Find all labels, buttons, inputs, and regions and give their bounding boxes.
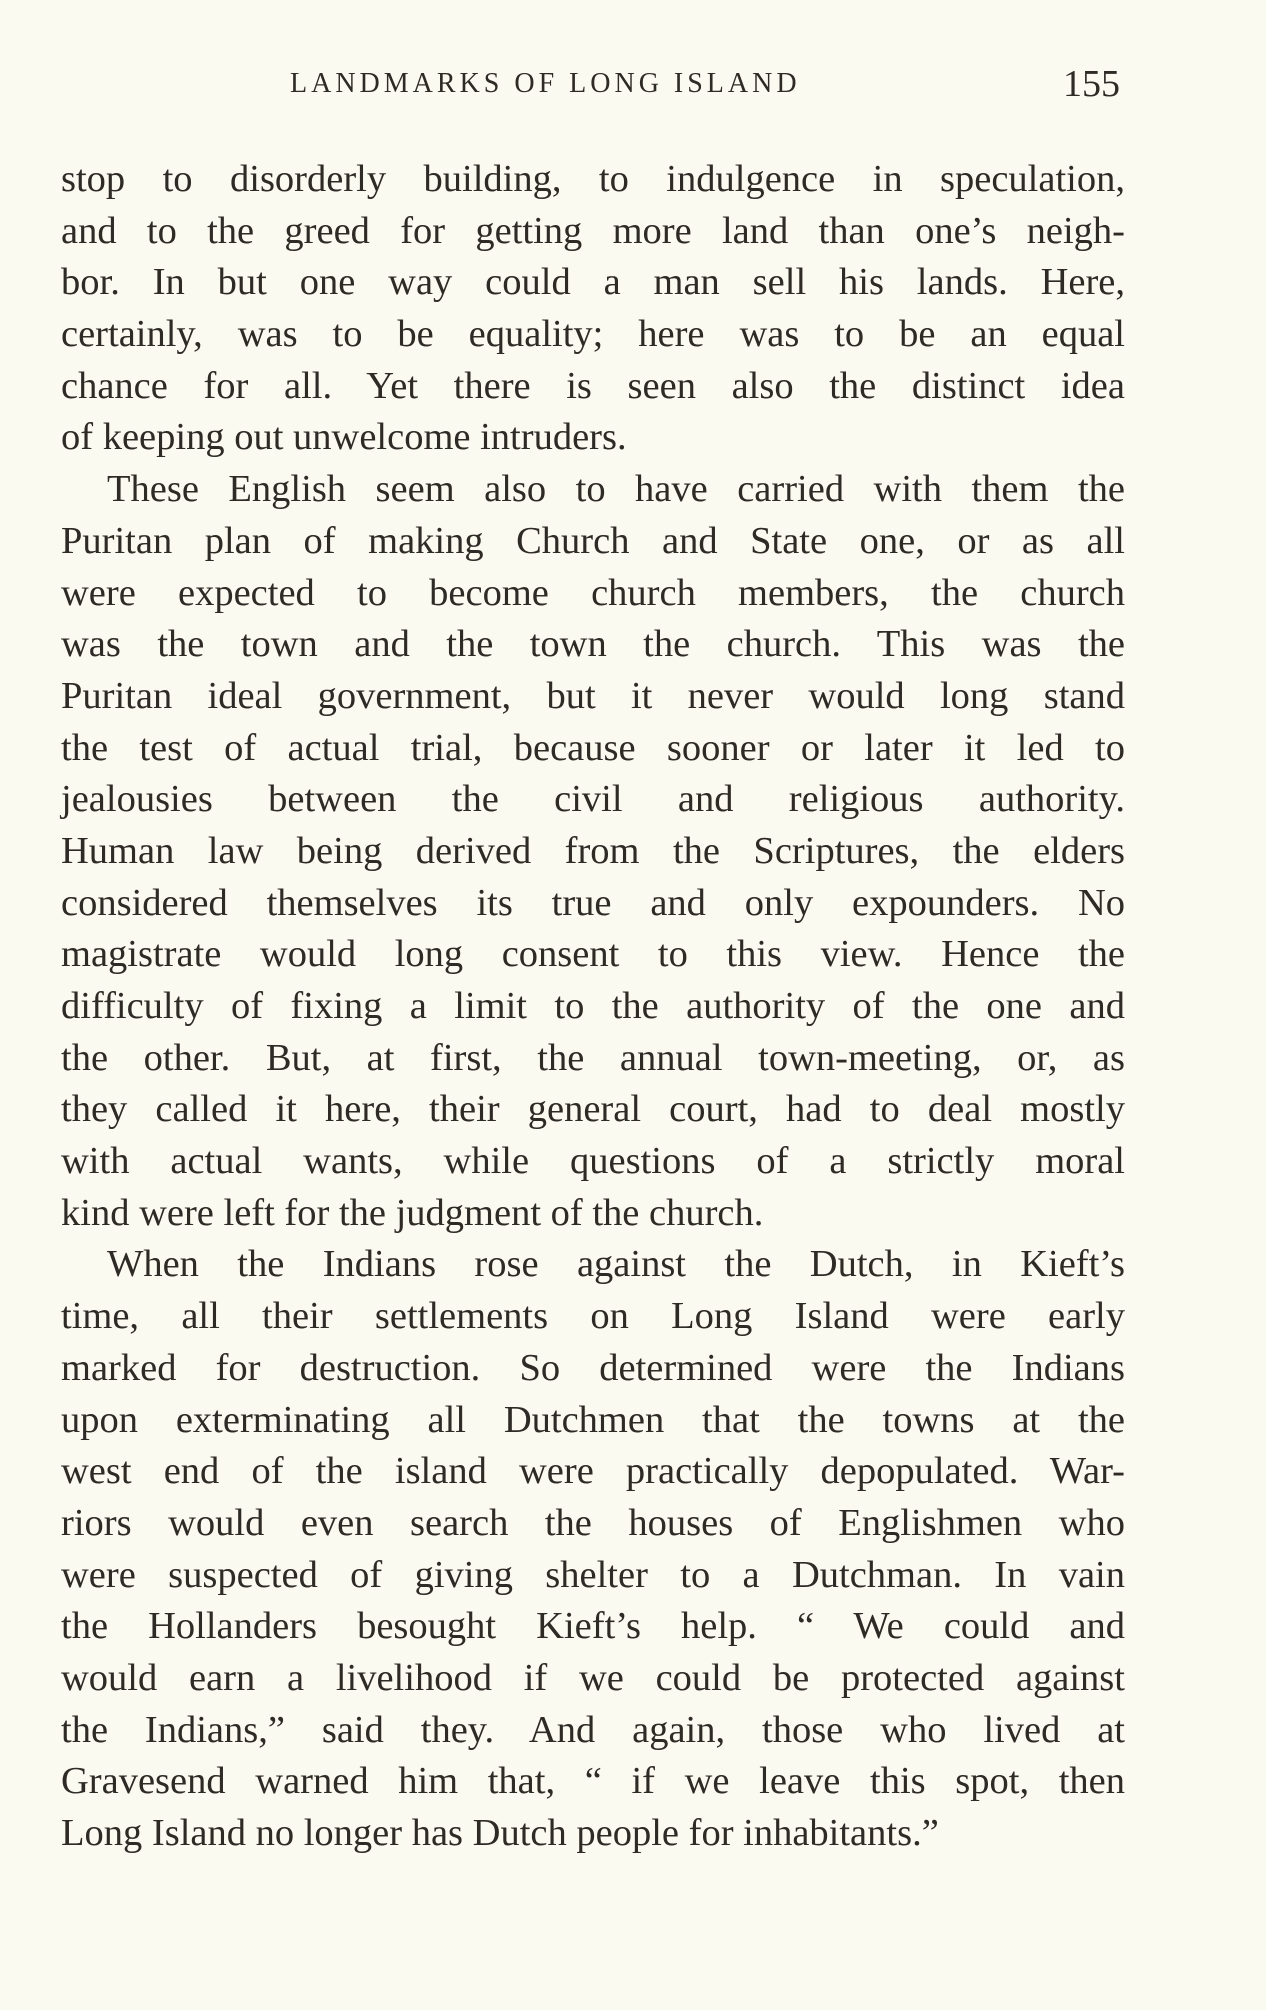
body-text [61, 154, 1125, 1860]
text-line: jealousies between the civil and religious authority. [61, 778, 1125, 821]
text-line: Human law being derived from the Scriptures, the elders [61, 829, 1125, 872]
text-line: with actual wants, while questions of a strictly moral [61, 1140, 1125, 1183]
text-line: time, all their settlements on Long Island were early [61, 1295, 1125, 1338]
running-head [60, 64, 1120, 124]
text-line: When the Indians rose against the Dutch, in Kieft’s [107, 1243, 1125, 1286]
text-line: Puritan plan of making Church and State one, or as all [61, 519, 1125, 562]
text-line: chance for all. Yet there is seen also the distinct idea [61, 364, 1125, 407]
text-line: riors would even search the houses of Englishmen who [61, 1501, 1125, 1544]
text-line: were suspected of giving shelter to a Dutchman. In vain [61, 1553, 1125, 1596]
text-line: magistrate would long consent to this view. Hence the [61, 933, 1125, 976]
text-line: considered themselves its true and only expounders. No [61, 881, 1125, 924]
text-line: was the town and the town the church. This was the [61, 623, 1125, 666]
text-line: Long Island no longer has Dutch people for inhabitants.” [61, 1812, 939, 1854]
text-line: Gravesend warned him that, “ if we leave this spot, then [61, 1760, 1125, 1803]
text-line: the Hollanders besought Kieft’s help. “ We could and [61, 1605, 1125, 1648]
text-line: the Indians,” said they. And again, those who lived at [61, 1708, 1125, 1751]
text-line: marked for destruction. So determined were the Indians [61, 1346, 1125, 1389]
text-line: kind were left for the judgment of the church. [61, 1191, 764, 1234]
text-line: would earn a livelihood if we could be protected against [61, 1656, 1125, 1699]
text-line: were expected to become church members, the church [61, 571, 1125, 614]
page-number: 155 [1063, 63, 1120, 105]
text-line: certainly, was to be equality; here was to be an equal [61, 313, 1125, 356]
text-line: upon exterminating all Dutchmen that the towns at the [61, 1398, 1125, 1441]
text-line: bor. In but one way could a man sell his lands. Here, [61, 261, 1125, 304]
text-line: the test of actual trial, because sooner or later it led to [61, 726, 1125, 769]
text-line: Puritan ideal government, but it never would long stand [61, 674, 1125, 717]
text-line: These English seem also to have carried with them the [107, 468, 1125, 511]
text-line: difficulty of fixing a limit to the authority of the one and [61, 985, 1125, 1027]
text-line: of keeping out unwelcome intruders. [61, 416, 627, 459]
text-line: and to the greed for getting more land than one’s neigh- [61, 209, 1125, 252]
running-title: LANDMARKS OF LONG ISLAND [290, 68, 801, 99]
text-line: they called it here, their general court, had to deal mostly [61, 1088, 1125, 1131]
text-line: west end of the island were practically depopulated. War- [61, 1450, 1125, 1493]
text-line: stop to disorderly building, to indulgence in speculation, [61, 158, 1125, 200]
text-line: the other. But, at first, the annual town-meeting, or, as [61, 1036, 1125, 1079]
